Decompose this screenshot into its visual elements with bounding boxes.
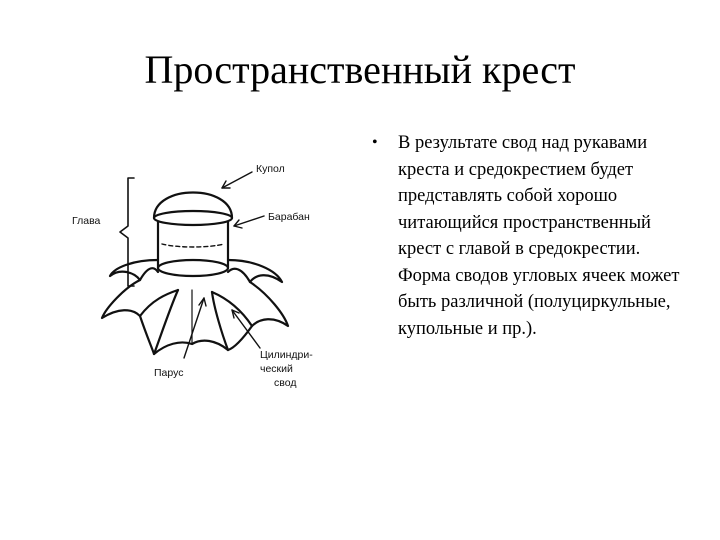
bullet-text: В результате свод над рукавами креста и средокрестием будет представлять собой хорошо читающийся пространственный крест с главой в средокрестии. Форма сводов угловых ячеек может быть различной (полуциркульные, купольные и пр.). [398, 133, 680, 339]
label-dome: Купол [256, 163, 285, 175]
dome-arrow [222, 172, 252, 188]
bullet-item [372, 130, 692, 342]
bullet-list [372, 130, 692, 342]
label-sail: Парус [154, 367, 184, 379]
head-bracket [120, 178, 134, 286]
vault-arrow [232, 310, 260, 348]
bullet-mark: • [372, 134, 378, 151]
lower-left-vault [102, 280, 178, 318]
left-vault [110, 260, 158, 280]
label-drum: Барабан [268, 211, 310, 223]
slide-title: Пространственный крест [144, 47, 576, 92]
cross-dome-drawing [62, 148, 342, 408]
label-head: Глава [72, 215, 101, 227]
label-vault-3: свод [274, 377, 297, 389]
cross-dome-figure [62, 148, 342, 408]
sail-arrow [184, 298, 204, 358]
drum-base [158, 260, 228, 276]
right-vault [228, 260, 282, 282]
lower-right-vault [212, 282, 288, 326]
dome-shape [154, 193, 232, 219]
label-vault-1: Цилиндри- [260, 349, 313, 361]
front-vault [154, 290, 228, 354]
label-vault-2: ческий [260, 363, 293, 375]
